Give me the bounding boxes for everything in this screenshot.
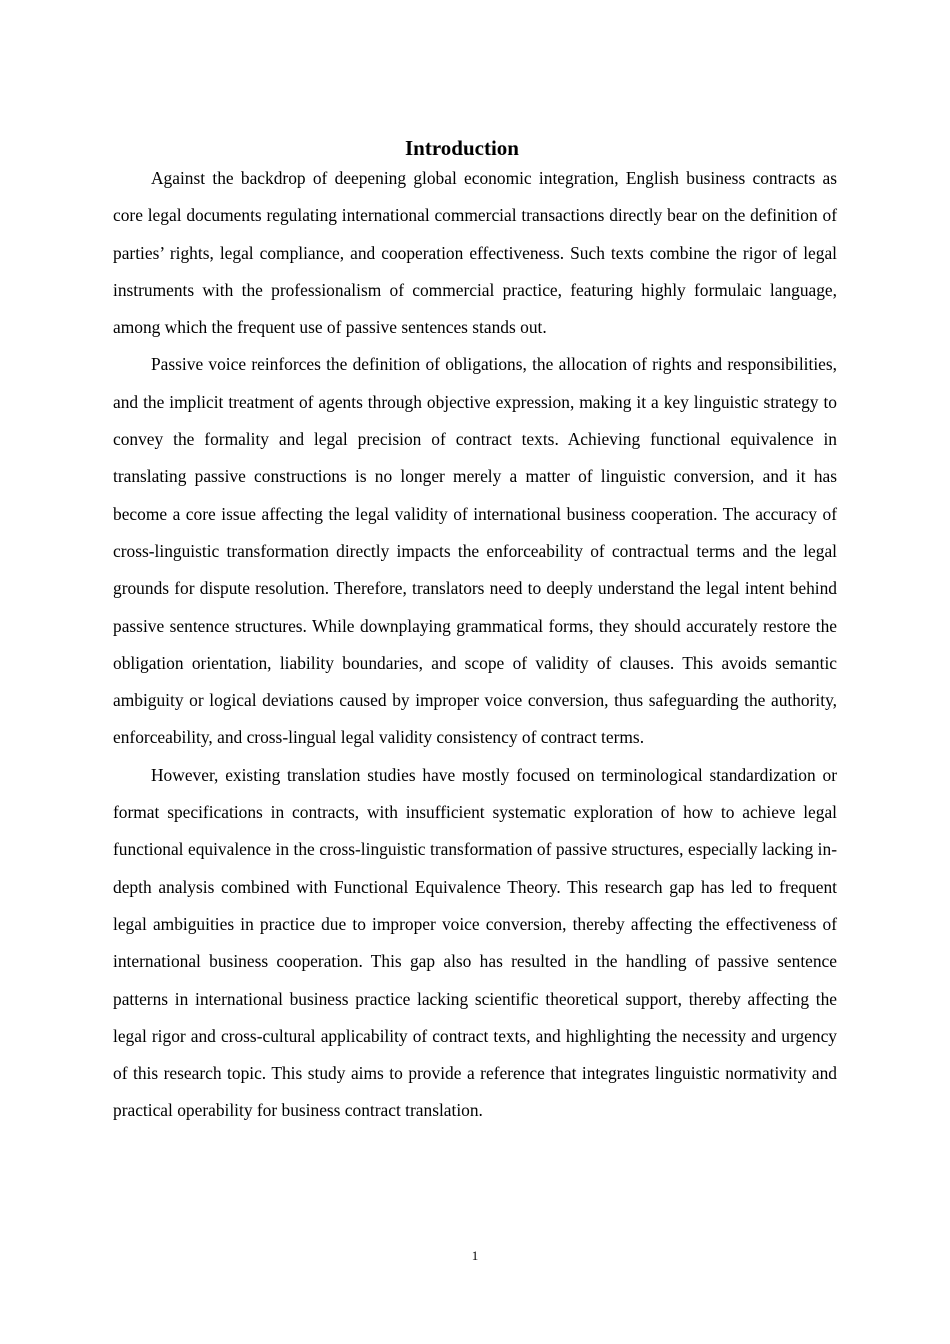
paragraph-1: Against the backdrop of deepening global economic integration, English business contracts as core legal documents regulating international commercial transactions directly bear on the definition of parties’ rights, legal compliance, and cooperation effectiveness. Such texts combine the rigor of legal instruments with the professionalism of commercial practice, featuring highly formulaic language, among which the frequent use of passive sentences stands out.	[113, 168, 837, 338]
page-title: Introduction	[405, 136, 519, 160]
paragraph-2: Passive voice reinforces the definition of obligations, the allocation of rights and responsibilities, and the implicit treatment of agents through objective expression, making it a key linguistic strategy to convey the formality and legal precision of contract texts. Achieving functional equivalence in translating passive constructions is no longer merely a matter of linguistic conversion, and it has become a core issue affecting the legal validity of international business cooperation. The accuracy of cross-linguistic transformation directly impacts the enforceability of contractual terms and the legal grounds for dispute resolution. Therefore, translators need to deeply understand the legal intent behind passive sentence structures. While downplaying grammatical forms, they should accurately restore the obligation orientation, liability boundaries, and scope of validity of clauses. This avoids semantic ambiguity or logical deviations caused by improper voice conversion, thus safeguarding the authority, enforceability, and cross-lingual legal validity consistency of contract terms.	[113, 354, 837, 748]
body-text	[113, 160, 837, 1130]
paragraph-3: However, existing translation studies have mostly focused on terminological standardization or format specifications in contracts, with insufficient systematic exploration of how to achieve legal functional equivalence in the cross-linguistic transformation of passive structures, especially lacking in-depth analysis combined with Functional Equivalence Theory. This research gap has led to frequent legal ambiguities in practice due to improper voice conversion, thereby affecting the effectiveness of international business cooperation. This gap also has resulted in the handling of passive sentence patterns in international business practice lacking scientific theoretical support, thereby affecting the legal rigor and cross-cultural applicability of contract texts, and highlighting the necessity and urgency of this research topic. This study aims to provide a reference that integrates linguistic normativity and practical operability for business contract translation.	[113, 764, 837, 1121]
page-number: 1	[471, 1248, 479, 1263]
